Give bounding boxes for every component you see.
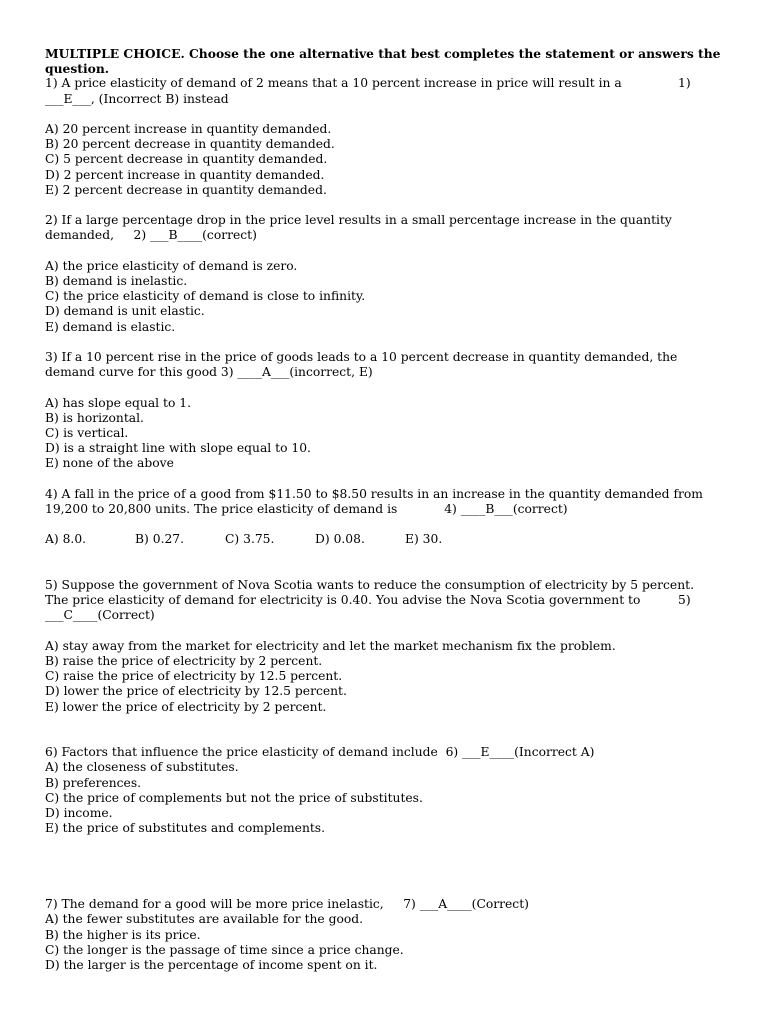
option-b: B) 20 percent decrease in quantity demanded. xyxy=(45,137,335,152)
question-5-stem-1: 5) Suppose the government of Nova Scotia wants to reduce the consumption of electricity by 5 percent. xyxy=(45,577,694,592)
option-e: E) demand is elastic. xyxy=(45,319,176,334)
option-c: C) raise the price of electricity by 12.5 percent. xyxy=(45,669,343,684)
question-4 xyxy=(45,487,725,548)
instructions-header: MULTIPLE CHOICE. Choose the one alternative that best completes the statement or answers the question. xyxy=(45,46,721,77)
option-a: A) has slope equal to 1. xyxy=(45,395,191,410)
option-c: C) is vertical. xyxy=(45,426,129,440)
option-a: A) 8.0. xyxy=(45,532,87,547)
option-c: C) 5 percent decrease in quantity demanded. xyxy=(45,152,328,167)
option-d: D) is a straight line with slope equal to 10. xyxy=(45,441,311,456)
question-5-answer: ___C____(Correct) xyxy=(45,608,155,623)
option-a: A) the price elasticity of demand is zero. xyxy=(45,258,298,273)
question-4-answer: 19,200 to 20,800 units. The price elasticity of demand is 4) ____B___(correct) xyxy=(45,502,568,516)
option-d: D) 2 percent increase in quantity demanded. xyxy=(45,167,325,182)
question-6 xyxy=(45,745,725,836)
option-b: B) demand is inelastic. xyxy=(45,274,188,288)
option-d: D) 0.08. xyxy=(315,532,365,547)
option-e: E) 2 percent decrease in quantity demanded. xyxy=(45,182,327,197)
option-a: A) the fewer substitutes are available for the good. xyxy=(45,912,364,927)
option-d: D) demand is unit elastic. xyxy=(45,304,205,319)
question-3-stem: 3) If a 10 percent rise in the price of goods leads to a 10 percent decrease in quantity demanded, the xyxy=(45,350,678,364)
question-1 xyxy=(45,76,725,198)
question-2 xyxy=(45,213,725,335)
option-b: B) preferences. xyxy=(45,775,142,790)
option-a: A) the closeness of substitutes. xyxy=(45,760,239,775)
question-3 xyxy=(45,350,725,472)
option-a: A) 20 percent increase in quantity demanded. xyxy=(45,122,332,136)
question-7-stem: 7) The demand for a good will be more price inelastic, 7) ___A____(Correct) xyxy=(45,897,529,912)
question-4-options xyxy=(45,532,725,547)
option-e: E) 30. xyxy=(405,532,443,547)
option-e: E) the price of substitutes and complements. xyxy=(45,821,326,836)
option-c: C) the price of complements but not the price of substitutes. xyxy=(45,790,423,805)
option-d: D) income. xyxy=(45,805,113,820)
question-1-stem: 1) A price elasticity of demand of 2 means that a 10 percent increase in price will result in a xyxy=(45,76,622,91)
question-5 xyxy=(45,578,725,715)
document-page xyxy=(45,46,725,973)
option-e: E) none of the above xyxy=(45,456,174,471)
option-b: B) 0.27. xyxy=(135,532,185,547)
option-d: D) the larger is the percentage of income spent on it. xyxy=(45,957,378,972)
question-4-stem: 4) A fall in the price of a good from $11.50 to $8.50 results in an increase in the quantity demanded from xyxy=(45,486,703,501)
option-d: D) lower the price of electricity by 12.5 percent. xyxy=(45,684,347,699)
option-a: A) stay away from the market for electricity and let the market mechanism fix the problem. xyxy=(45,638,616,653)
option-c: C) the longer is the passage of time since a price change. xyxy=(45,942,404,957)
option-c: C) the price elasticity of demand is close to infinity. xyxy=(45,289,366,304)
option-e: E) lower the price of electricity by 2 percent. xyxy=(45,699,327,714)
question-7 xyxy=(45,897,725,973)
option-c: C) 3.75. xyxy=(225,532,275,547)
question-5-stem-2: The price elasticity of demand for electricity is 0.40. You advise the Nova Scotia government to xyxy=(45,593,641,608)
question-2-stem: 2) If a large percentage drop in the price level results in a small percentage increase in the quantity xyxy=(45,213,672,228)
option-b: B) the higher is its price. xyxy=(45,927,201,942)
question-3-answer: demand curve for this good 3) ____A___(incorrect, E) xyxy=(45,365,373,380)
question-6-stem: 6) Factors that influence the price elasticity of demand include 6) ___E____(Incorrect A) xyxy=(45,745,595,760)
option-b: B) is horizontal. xyxy=(45,410,144,425)
question-1-number: 1) xyxy=(678,76,691,91)
question-1-answer: ___E___, (Incorrect B) instead xyxy=(45,91,229,106)
option-b: B) raise the price of electricity by 2 percent. xyxy=(45,653,323,668)
question-5-number: 5) xyxy=(678,593,691,608)
question-2-answer: demanded, 2) ___B____(correct) xyxy=(45,228,257,243)
